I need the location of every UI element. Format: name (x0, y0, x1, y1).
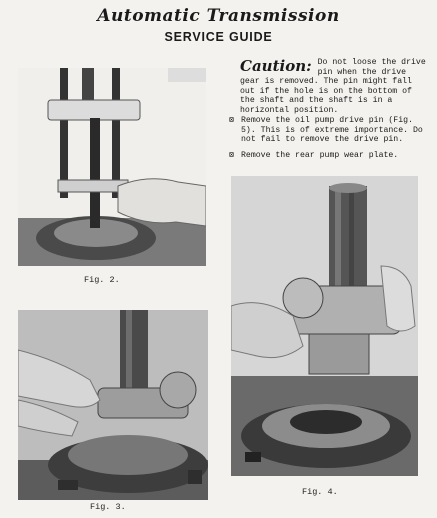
step-item (229, 151, 429, 161)
page-title: Automatic Transmission (97, 6, 340, 26)
figure-3-caption: Fig. 3. (90, 502, 126, 512)
figure-3-photo (18, 310, 208, 500)
page-subtitle: SERVICE GUIDE (164, 30, 273, 44)
step-text: Remove the rear pump wear plate. (241, 150, 399, 160)
checkbox-bullet-icon: ⊠ (229, 116, 234, 125)
caution-note (240, 58, 430, 116)
figure-4-caption: Fig. 4. (302, 487, 338, 497)
checkbox-bullet-icon: ⊠ (229, 150, 234, 160)
caution-heading: Caution: (240, 57, 312, 75)
step-text: Remove the oil pump drive pin (Fig. 5). This is of extreme importance. Do not fail to remove the drive pin. (241, 116, 423, 145)
figure-4-photo (231, 176, 418, 476)
procedure-steps (229, 116, 429, 166)
caution-text: Do not loose the drive pin when the drive gear is removed. The pin might fall out if the hole is on the bottom of the shaft and the shaft is in a horizontal position. (240, 58, 426, 115)
figure-2-photo (18, 68, 206, 266)
figure-2-caption: Fig. 2. (84, 275, 120, 285)
step-item (229, 116, 429, 145)
